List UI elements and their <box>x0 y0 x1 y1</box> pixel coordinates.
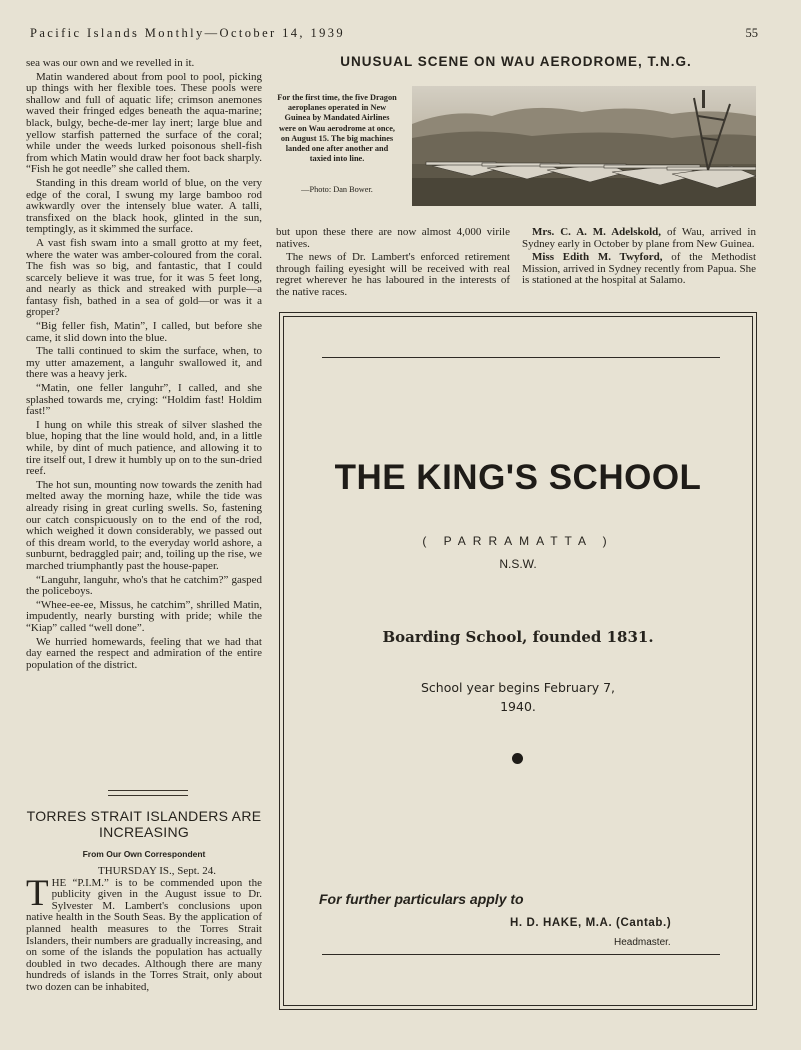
story-paragraph: We hurried homewards, feeling that we had that day earned the respect and admiration of the entire population of the district. <box>26 635 262 671</box>
advert-inner-frame <box>283 316 753 1006</box>
boarding-line: Boarding School, founded 1831. <box>382 628 654 646</box>
story-paragraph: I hung on while this streak of silver slashed the blue, hoping that the line would hold, and, in a little while, by dint of much patience, and allowing it to tire itself out, I drew it humbly up on to the sun-dried reef. <box>26 418 262 478</box>
torres-dateline: THURSDAY IS., Sept. 24. <box>98 865 217 877</box>
story-paragraph: The talli continued to skim the surface, when, to my utter amazement, a languhr swallowed it, and there was a heavy jerk. <box>26 345 262 381</box>
torres-article <box>26 866 262 996</box>
note-name: Miss Edith M. Twyford, <box>532 251 663 264</box>
advert-top-rule <box>322 357 720 358</box>
kings-school-advert <box>279 312 757 1010</box>
photo-credit: —Photo: Dan Bower. <box>301 185 373 194</box>
story-paragraph: The hot sun, mounting now towards the zenith had melted away the morning haze, while the tide was already rising in great curling swells. So, fastening our catch conspicuously on to the end of the rod, which weighed it down considerably, we passed out of this dream world, to the everyday world ashore, a sunburnt, bedraggled pair; and, toiling up the rise, we marched triumphantly past the house-paper. <box>26 478 262 572</box>
story-paragraph: A vast fish swam into a small grotto at my feet, where the water was amber-coloured from the coral. The fish was so big, and fantastic, that I could scarcely believe it was true, for it was 5 feet long, and nearly as thick and streaked with purple—a fantasy fish, bathed in a sea of gold—or was it a groper? <box>26 236 262 319</box>
story-paragraph: sea was our own and we revelled in it. <box>26 57 195 69</box>
section-divider <box>108 790 188 796</box>
torres-paragraph: THE “P.I.M.” is to be commended upon the publicity given in the August issue to Dr. Sylvester M. Lambert's conclusions upon native health in the South Seas. By the application of planned health measures to the Torres Strait Islanders, their numbers are gradually increasing, and on some of the islands the population has actually doubled in two decades. Although there are many hundreds of islands in the Torres Strait, only about two dozen can be inhabited, <box>26 872 262 993</box>
personal-notes-column <box>522 227 756 289</box>
photo-caption: For the first time, the five Dragon aeroplanes operated in New Guinea by Mandated Airlines were on Wau aerodrome at once, on August 15. The big machines landed one after another and taxied into line. <box>277 93 397 164</box>
school-city: ( PARRAMATTA ) <box>422 534 614 548</box>
torres-continued-paragraph: The news of Dr. Lambert's enforced retirement through failing eyesight will be received with real regret wherever he has laboured in the interests of the native races. <box>276 251 510 298</box>
torres-continued-column <box>276 227 510 301</box>
advert-bottom-rule <box>322 954 720 955</box>
story-paragraph: “Languhr, languhr, who's that he catchim?” gasped the policeboys. <box>26 573 262 598</box>
further-particulars: For further particulars apply to <box>319 891 524 907</box>
aerodrome-photo <box>412 86 756 206</box>
torres-byline: From Our Own Correspondent <box>82 849 206 859</box>
story-paragraph: “Big feller fish, Matin”, I called, but before she came, it slid down into the blue. <box>26 320 262 344</box>
aerodrome-photo-image <box>412 86 756 206</box>
page-number: 55 <box>745 26 758 40</box>
personal-note: Miss Edith M. Twyford, of the Methodist Mission, arrived in Sydney recently from Papua. She is stationed at the hospital at Salamo. <box>522 251 757 287</box>
torres-continued-paragraph: but upon these there are now almost 4,000 virile natives. <box>276 226 510 250</box>
headmaster-title: Headmaster. <box>614 937 671 948</box>
story-paragraph: Matin wandered about from pool to pool, picking up things with her flexible toes. These pools were shallow and full of aquatic life; crimson anemones waved their fringed edges beneath the aqua-marine; black, bulgy, beche-de-mer lay inert; large blue and yellow starfish patterned the surface of the coral; while under the weeds lurked poisonous shell-fish from which Matin would draw her foot back sharply. “Fish he got needle” she called them. <box>26 70 262 176</box>
torres-headline: TORRES STRAIT ISLANDERS ARE INCREASING <box>26 808 262 840</box>
school-state: N.S.W. <box>499 557 537 571</box>
note-name: Mrs. C. A. M. Adelskold, <box>532 226 662 238</box>
story-paragraph: Standing in this dream world of blue, on the very edge of the coral, I swung my large bamboo rod awkwardly over the intensely blue water. A talli, transfixed on the black hook, glinted in the sun, temptingly, as it skimmed the surface. <box>26 176 262 236</box>
drop-cap: T <box>26 872 49 914</box>
headmaster-name: H. D. HAKE, M.A. (Cantab.) <box>510 917 672 929</box>
story-paragraph: “Whee-ee-ee, Missus, he catchim”, shrilled Matin, impudently, nearly bursting with pride; while the “Kiap” called “well done”. <box>26 598 262 634</box>
ornament-dot <box>512 753 523 764</box>
page-header <box>26 26 758 46</box>
school-year-line: School year begins February 7, <box>420 680 616 695</box>
story-column <box>26 58 262 673</box>
story-paragraph: “Matin, one feller languhr”, I called, and she splashed towards me, crying: “Holdim fast! Holdim fast!” <box>26 382 262 418</box>
photo-headline: UNUSUAL SCENE ON WAU AERODROME, T.N.G. <box>340 54 692 69</box>
school-year-value: 1940. <box>500 699 536 714</box>
publication-title: Pacific Islands Monthly—October 14, 1939 <box>30 26 346 40</box>
personal-note: Mrs. C. A. M. Adelskold, of Wau, arrived in Sydney early in October by plane from New Guinea. <box>522 226 756 250</box>
school-name: THE KING'S SCHOOL <box>334 458 702 497</box>
